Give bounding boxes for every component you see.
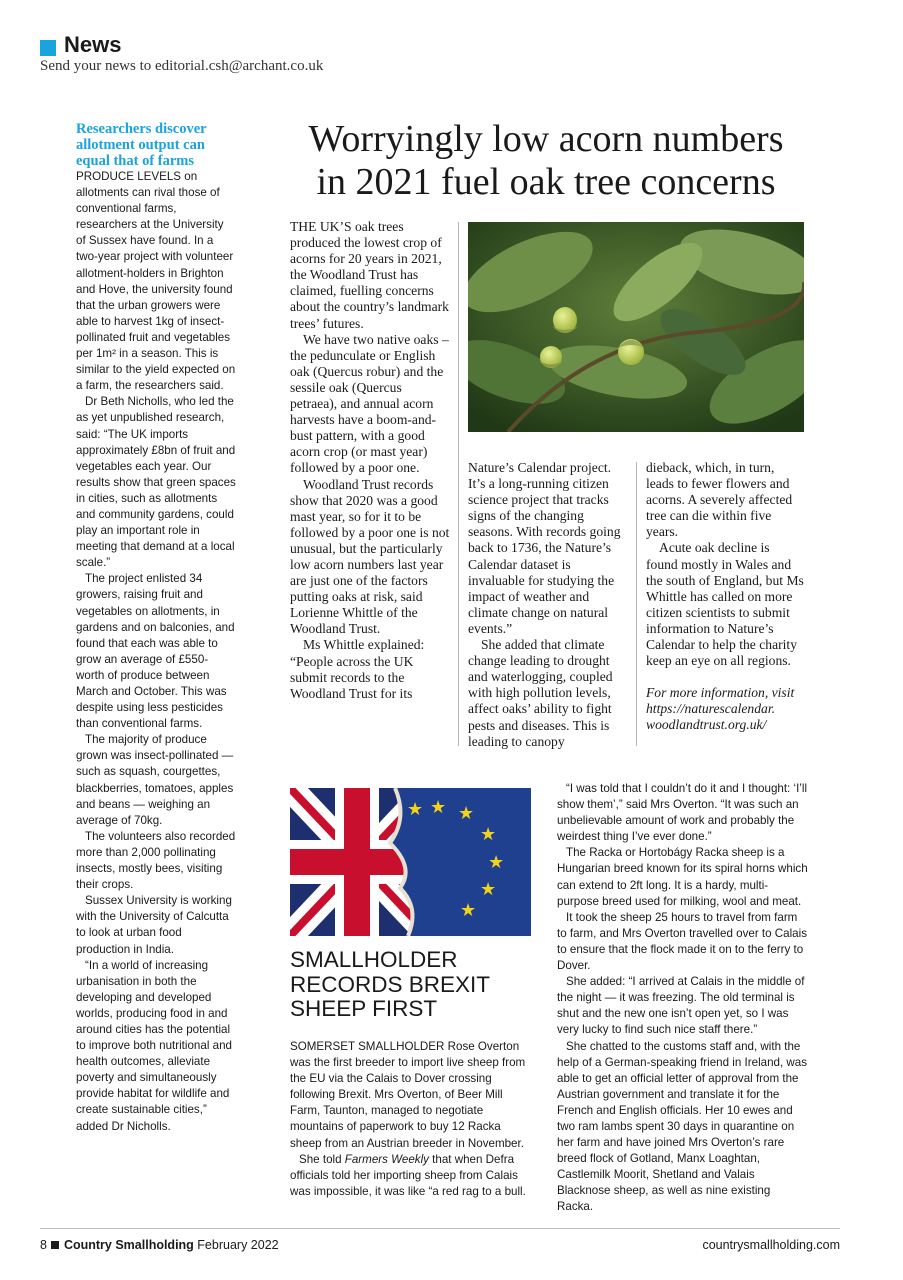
more-info-link[interactable]: https://naturescalendar.: [646, 701, 776, 717]
column-divider: [636, 462, 637, 746]
oak-article-column-3: [646, 460, 804, 734]
magazine-name: Country Smallholding: [63, 1238, 194, 1252]
article-paragraph: We have two native oaks – the pedunculate or English oak (Quercus robur) and the sessile oak (Quercus petraea), and annual acorn harvests have a boom-and-bust pattern, with a good acorn crop (or mast year) followed by a poor one.: [290, 331, 449, 476]
oak-article-column-2: [468, 460, 626, 750]
oak-article-headline: [290, 118, 802, 204]
page-number: 8: [40, 1238, 47, 1252]
brexit-article-column-1: [290, 1039, 530, 1200]
article-paragraph: She added: “I arrived at Calais in the middle of the night — it was freezing. The old terminal is shut and the new one isn’t open yet, so I was very lucky to find such nice staff there.”: [557, 975, 805, 1037]
article-paragraph: “I was told that I couldn’t do it and I thought: ‘I’ll show them’,” said Mrs Overton. “It was such an unbelievable amount of work and probably the weirdest thing I’ve ever done.”: [557, 782, 808, 844]
sidebar-headline: Researchers discover allotment output can equal that of farms: [76, 121, 207, 169]
sidebar-story: [76, 121, 236, 1135]
article-paragraph: [290, 1152, 530, 1200]
article-paragraph: Ms Whittle explained: “People across the UK submit records to the Woodland Trust for its: [290, 637, 425, 701]
sidebar-paragraph: Dr Beth Nicholls, who led the as yet unpublished research, said: “The UK imports approximately £8bn of fruit and vegetables each year. Our results show that green spaces in cities, such as allotments and community gardens, could play an important role in meeting that demand at a local scale.”: [76, 395, 236, 570]
square-bullet-icon: [51, 1241, 59, 1249]
publication-name: Farmers Weekly: [344, 1152, 429, 1166]
column-divider: [458, 222, 459, 746]
section-title: News: [64, 32, 122, 57]
svg-text:★: ★: [430, 797, 447, 818]
article-paragraph: THE UK’S oak trees produced the lowest crop of acorns for 20 years in 2021, the Woodland Trust has claimed, fuelling concerns about the country’s landmark trees’ futures.: [290, 219, 449, 331]
oak-acorns-photo: [468, 222, 804, 432]
oak-article-column-1: [290, 219, 450, 702]
article-paragraph: Acute oak decline is found mostly in Wales and the south of England, but Ms Whittle has called on more citizen scientists to submit information to Nature’s Calendar to help the charity keep an eye on all regions.: [646, 540, 804, 669]
svg-text:★: ★: [458, 803, 475, 824]
more-info-note: [646, 685, 804, 733]
more-info-text: For more information, visit: [646, 685, 795, 701]
headline-line: RECORDS BREXIT: [290, 971, 491, 997]
svg-text:★: ★: [480, 824, 497, 845]
section-subline: Send your news to editorial.csh@archant.co.uk: [40, 58, 324, 74]
union-jack-eu-flag-image: [290, 788, 531, 936]
article-paragraph: The Racka or Hortobágy Racka sheep is a Hungarian breed known for its spiral horns which can extend to 2ft long. It is a hardy, multi-purpose breed used for milking, wool and meat.: [557, 846, 808, 908]
sidebar-paragraph: PRODUCE LEVELS on allotments can rival those of conventional farms, researchers at the University of Sussex have found. In a two-year project with volunteer allotment-holders in Brighton and Hove, the university found that the urban growers were able to harvest 1kg of insect-pollinated fruit and vegetables per 1m² in a season. This is similar to the yield expected on a farm, the researchers said.: [76, 170, 236, 393]
section-square-icon: [40, 40, 56, 56]
headline-line: SHEEP FIRST: [290, 996, 438, 1021]
issue-date: February 2022: [197, 1238, 279, 1252]
article-paragraph: Woodland Trust records show that 2020 was a good mast year, so for it to be followed by a poor one is not unusual, but the particularly low acorn numbers last year are just one of the factors putting oaks at risk, said Lorienne Whittle of the Woodland Trust.: [290, 476, 450, 637]
article-paragraph: dieback, which, in turn, leads to fewer flowers and acorns. A severely affected tree can die within five years.: [646, 460, 793, 540]
footer-divider: [40, 1228, 840, 1229]
more-info-link[interactable]: woodlandtrust.org.uk/: [646, 717, 767, 733]
brexit-article-column-2: [557, 781, 809, 1216]
svg-text:★: ★: [407, 799, 424, 820]
article-paragraph: She chatted to the customs staff and, with the help of a German-speaking friend in Ireland, was able to get an official letter of approval from the Austrian government and translate it for the French and English officials. Her 10 ewes and two ram lambs spent 30 days in quarantine on her farm and have joined Mrs Overton’s rare breed flock of Gotland, Manx Loaghtan, Castlemilk Moorit, Shetland and Valais Blacknose sheep, as well as nine existing Racka.: [557, 1039, 808, 1214]
article-paragraph: It took the sheep 25 hours to travel from farm to farm, and Mrs Overton travelled over to Calais to ensure that the flock made it on to the ferry to Dover.: [557, 910, 808, 973]
svg-text:★: ★: [480, 879, 497, 900]
headline-line: Worryingly low acorn numbers: [308, 118, 784, 160]
headline-line: SMALLHOLDER: [290, 947, 458, 972]
sidebar-paragraph: “In a world of increasing urbanisation in both the developing and developed worlds, producing food in and around cities has the potential to improve both nutritional and health outcomes, alleviate poverty and simultaneously provide habitat for wildlife and create sustainable cities,” added Dr Nicholls.: [76, 958, 232, 1133]
footer-folio: [40, 1238, 279, 1252]
svg-text:★: ★: [460, 900, 477, 921]
headline-line: in 2021 fuel oak tree concerns: [316, 161, 776, 203]
sidebar-paragraph: Sussex University is working with the University of Calcutta to look at urban food production in India.: [76, 894, 232, 956]
text-run: that when Defra officials told her importing sheep from Calais was impossible, it was like “a red rag to a bull.: [290, 1152, 526, 1198]
sidebar-paragraph: The project enlisted 34 growers, raising fruit and vegetables on allotments, in gardens and on balconies, and found that each was able to grow an average of £550-worth of produce between March and October. This was despite using less pesticides than conventional farms.: [76, 572, 235, 731]
brexit-article-headline: [290, 948, 530, 1022]
footer-website[interactable]: countrysmallholding.com: [702, 1238, 840, 1252]
svg-text:★: ★: [488, 852, 505, 873]
sidebar-paragraph: The volunteers also recorded more than 2,000 pollinating insects, mostly bees, visiting their crops.: [76, 829, 236, 892]
article-paragraph: She added that climate change leading to drought and waterlogging, coupled with high pollution levels, affect oaks’ ability to fight pests and diseases. This is leading to canopy: [468, 637, 613, 749]
article-paragraph: SOMERSET SMALLHOLDER Rose Overton was the first breeder to import live sheep from the EU via the Calais to Dover crossing following Brexit. Mrs Overton, of Beer Mill Farm, Taunton, managed to negotiate mountains of paperwork to buy 12 Racka sheep from an Austrian breeder in November.: [290, 1040, 526, 1150]
text-run: She told: [299, 1152, 345, 1166]
article-paragraph: Nature’s Calendar project. It’s a long-running citizen science project that tracks signs of the changing seasons. With records going back to 1736, the Nature’s Calendar dataset is invaluable for studying the impact of weather and climate change on natural events.”: [468, 460, 621, 636]
sidebar-paragraph: The majority of produce grown was insect-pollinated — such as squash, courgettes, blackberries, tomatoes, apples and beans — weighing an average of 70kg.: [76, 733, 234, 827]
